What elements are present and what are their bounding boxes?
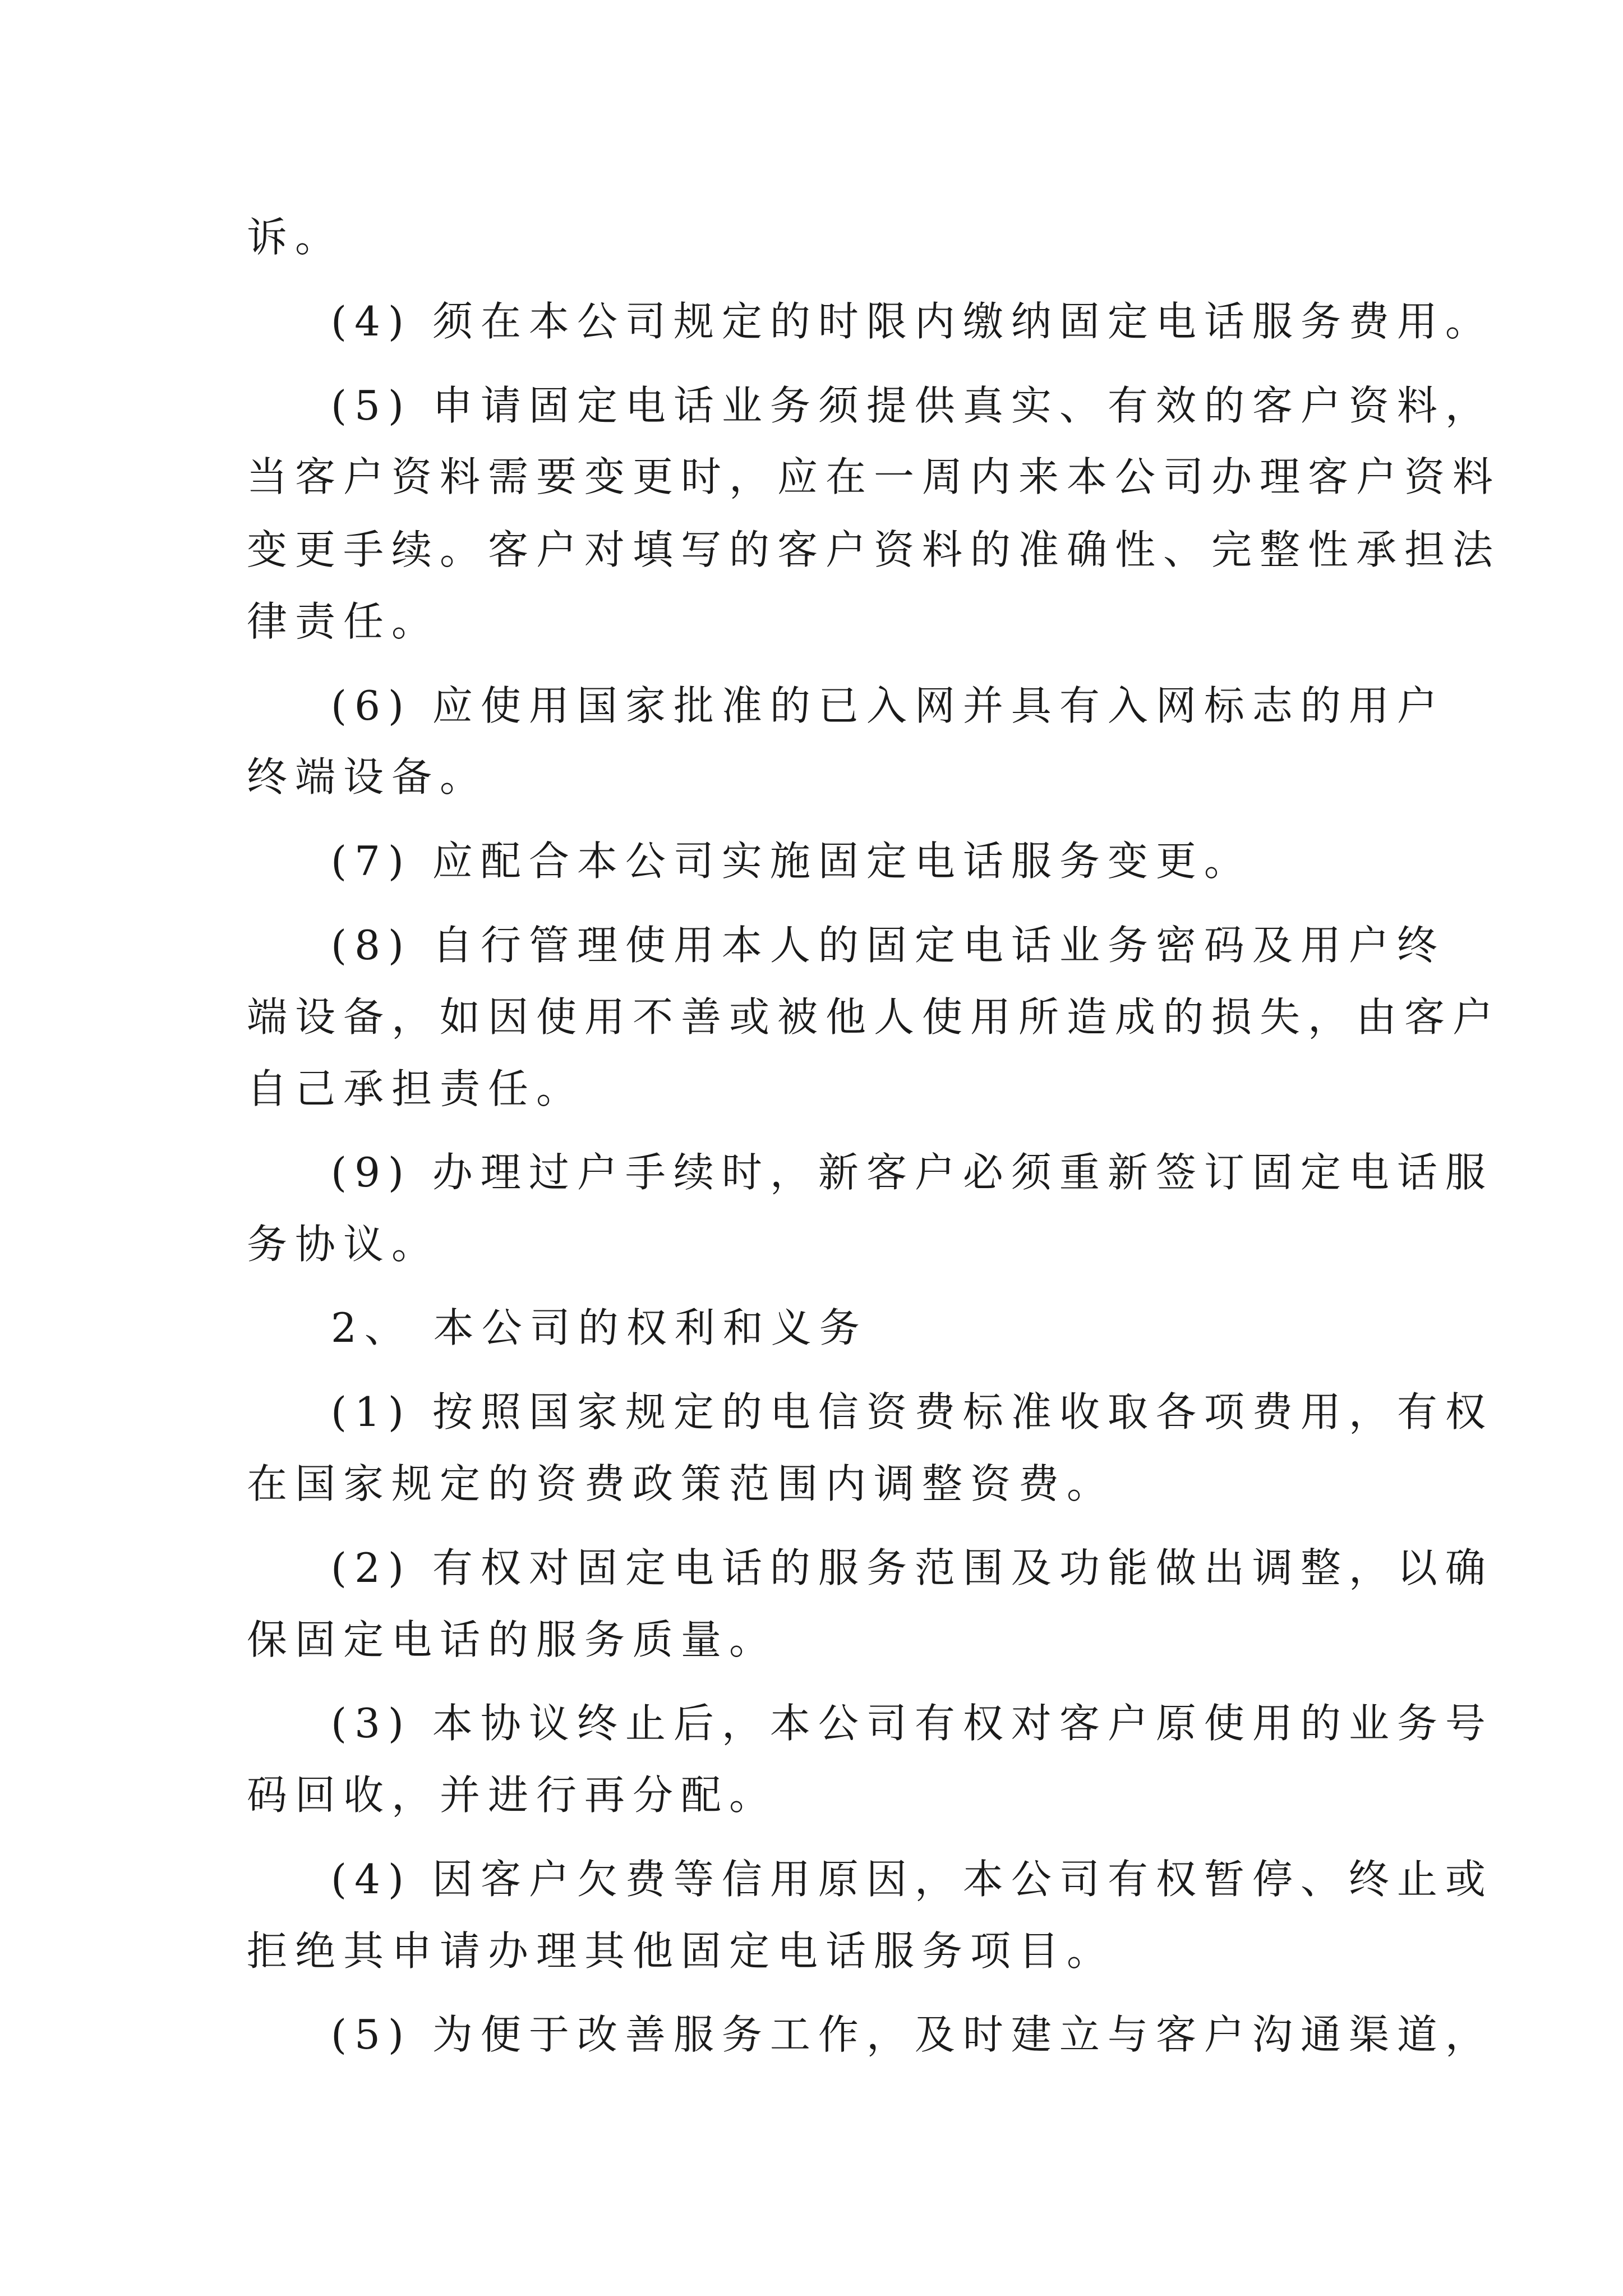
text-line: (4) 因客户欠费等信用原因，本公司有权暂停、终止或: [331, 1856, 1493, 1903]
text-line: 诉。: [247, 214, 344, 261]
text-line: 终端设备。: [247, 753, 488, 800]
text-line: 变更手续。客户对填写的客户资料的准确性、完整性承担法: [247, 526, 1501, 573]
text-line: (5) 申请固定电话业务须提供真实、有效的客户资料，: [331, 382, 1493, 429]
text-line: 在国家规定的资费政策范围内调整资费。: [247, 1460, 1115, 1507]
text-line: (3) 本协议终止后，本公司有权对客户原使用的业务号: [331, 1700, 1493, 1747]
text-line: 保固定电话的服务质量。: [247, 1616, 778, 1663]
text-line: 当客户资料需要变更时，应在一周内来本公司办理客户资料: [247, 453, 1501, 500]
text-line: (1) 按照国家规定的电信资费标准收取各项费用，有权: [331, 1388, 1493, 1435]
text-line: (2) 有权对固定电话的服务范围及功能做出调整，以确: [331, 1544, 1493, 1591]
text-line: 律责任。: [247, 598, 440, 645]
text-line: (7) 应配合本公司实施固定电话服务变更。: [331, 838, 1252, 885]
text-line: 自己承担责任。: [247, 1065, 585, 1112]
text-line: (8) 自行管理使用本人的固定电话业务密码及用户终: [331, 922, 1445, 969]
text-line: 端设备，如因使用不善或被他人使用所造成的损失，由客户: [247, 993, 1501, 1041]
text-line: (9) 办理过户手续时，新客户必须重新签订固定电话服: [331, 1149, 1493, 1196]
text-line: 拒绝其申请办理其他固定电话服务项目。: [247, 1927, 1115, 1975]
section-heading: 2、 本公司的权利和义务: [331, 1304, 868, 1351]
text-line: (5) 为便于改善服务工作，及时建立与客户沟通渠道，: [331, 2011, 1493, 2058]
text-line: 务协议。: [247, 1221, 440, 1268]
text-line: (4) 须在本公司规定的时限内缴纳固定电话服务费用。: [331, 298, 1493, 345]
text-line: (6) 应使用国家批准的已入网并具有入网标志的用户: [331, 682, 1445, 729]
text-line: 码回收，并进行再分配。: [247, 1772, 778, 1819]
